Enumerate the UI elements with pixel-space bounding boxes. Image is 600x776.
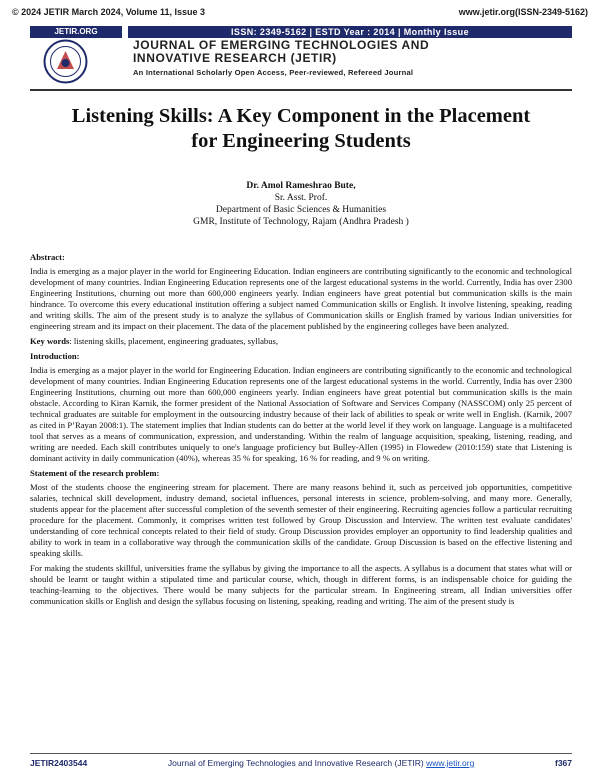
- abstract-heading: Abstract:: [30, 252, 65, 262]
- problem-text: Most of the students choose the engineering stream for placement. There are many reasons behind it, such as perceived job opportunities, competitive salaries, technical skill development, industry demand, societal influences, personal interests in science, problem-solving, and many more. Generally, students appear for the placement after successful completion of the seventh semester of their engineering. Recruiting agencies follow a particular recruiting procedure for the placement. Commonly, it comprises written test followed by Group Discussion and Interview. The written test evaluate candidates' understanding of core technical concepts related to their field of study. Group Discussion provides employer an opportunity to find leadership qualities and ability to work in team in a collaborative way through the communication skills of the candidate. Group Discussion is based on the effective listening and speaking skills.: [30, 482, 572, 558]
- journal-name: [133, 39, 573, 65]
- header-website[interactable]: www.jetir.org(ISSN-2349-5162): [458, 7, 588, 17]
- abstract-text: India is emerging as a major player in the world for Engineering Education. Indian engineers are contributing significantly to the economic and technological development of many countries. Indian Engineering Education represents one of the largest educational systems in the world. Currently, India has over 2300 Engineering Institutions, churning out more than 600,000 engineers yearly. Indian engineers have great potential but communication skills is the main hindrance. To overcome this every educational institution offering a subject named Communication skills or English. It involve listening, speaking, reading and writing skills. The aim of the present study is to analyze the syllabus of Communication skills or English framed by various Indian universities for engineering stream and its impact on their placement. The data of the placement published by the engineering colleges have been analyzed.: [30, 266, 572, 331]
- footer-journal-name: Journal of Emerging Technologies and Innovative Research (JETIR): [167, 758, 424, 768]
- introduction-heading: Introduction:: [30, 351, 80, 361]
- author-position: Sr. Asst. Prof.: [274, 193, 328, 203]
- footer-journal: [168, 758, 474, 768]
- paper-body: [30, 252, 572, 607]
- page-footer: [30, 753, 572, 770]
- header-divider: [30, 89, 572, 91]
- introduction-text: India is emerging as a major player in the world for Engineering Education. Indian engineers are contributing significantly to the economic and technological development of many countries. Indian Engineering Education represents one of the largest educational systems in the world. Currently, India has over 2300 Engineering Institutions, churning out more than 600,000 engineers yearly. Indian engineers have great potential but communication skills is the main obstacle. According to Kiran Karnik, the former president of the National Association of Software and Services Company (NASSCOM) only 25 percent of technical graduates are suitable for employment in the outsourcing industry because of their lack of abilities to speak or write well in English. (Karnik, 2007 as cited in P’Rayan 2008:1). The statement implies that Indian students can do better at the world level if they work on language. Language is a multifaceted tool that serves as a means of communication, expression, and understanding. Within the realm of language acquisition, speaking, listening, reading, and writing are needed. Each skill contributes uniquely to one's language proficiency but Bulley-Allen (1995) in Flowedew (2010:159) state that Listening is dominant activity in daily communication (40%), whereas 35 % for speaking, 16 % for reading, and 9 % on writing.: [30, 365, 572, 463]
- footer-paper-id: JETIR2403544: [30, 758, 88, 768]
- paper-title-line2: for Engineering Students: [191, 130, 411, 152]
- paper-title-line1: Listening Skills: A Key Component in the Placement: [71, 105, 531, 127]
- author-name: Dr. Amol Rameshrao Bute,: [246, 181, 356, 191]
- journal-name-line1: JOURNAL OF EMERGING TECHNOLOGIES AND: [133, 38, 430, 52]
- footer-page-number: f367: [554, 758, 572, 768]
- keywords: [30, 336, 572, 347]
- journal-subtitle: An International Scholarly Open Access, Peer-reviewed, Refereed Journal: [133, 68, 414, 77]
- author-department: Department of Basic Sciences & Humanities: [215, 205, 387, 215]
- running-header: [0, 0, 600, 24]
- footer-url[interactable]: www.jetir.org: [426, 758, 475, 768]
- keywords-text: : listening skills, placement, engineering graduates, syllabus,: [69, 336, 278, 346]
- syllabus-text: For making the students skillful, universities frame the syllabus by giving the importance to all the aspects. A syllabus is a document that states what will or should be learnt or taught within a stipulated time and particular course, which, though in different forms, is an indispensable choice for guiding the teaching-learning to the objectives. There would be many subjects for the particular stream. In Engineering stream, all Indian universities offer communication skills or English and design the syllabus focusing on listening, speaking, reading and writing. The aim of the present study is: [30, 563, 572, 606]
- problem-heading: Statement of the research problem:: [30, 468, 160, 478]
- jetir-logo-label: JETIR.ORG: [30, 26, 122, 38]
- journal-name-line2: INNOVATIVE RESEARCH (JETIR): [133, 51, 337, 65]
- paper-title: [30, 104, 572, 154]
- issn-banner: ISSN: 2349-5162 | ESTD Year : 2014 | Monthly Issue: [128, 26, 572, 38]
- journal-masthead: [30, 24, 572, 86]
- keywords-label: Key words: [30, 336, 70, 346]
- header-volume-info: © 2024 JETIR March 2024, Volume 11, Issue 3: [12, 7, 206, 17]
- jetir-seal-icon: [43, 39, 88, 84]
- author-block: [30, 180, 572, 228]
- author-institute: GMR, Institute of Technology, Rajam (Andhra Pradesh ): [193, 217, 409, 227]
